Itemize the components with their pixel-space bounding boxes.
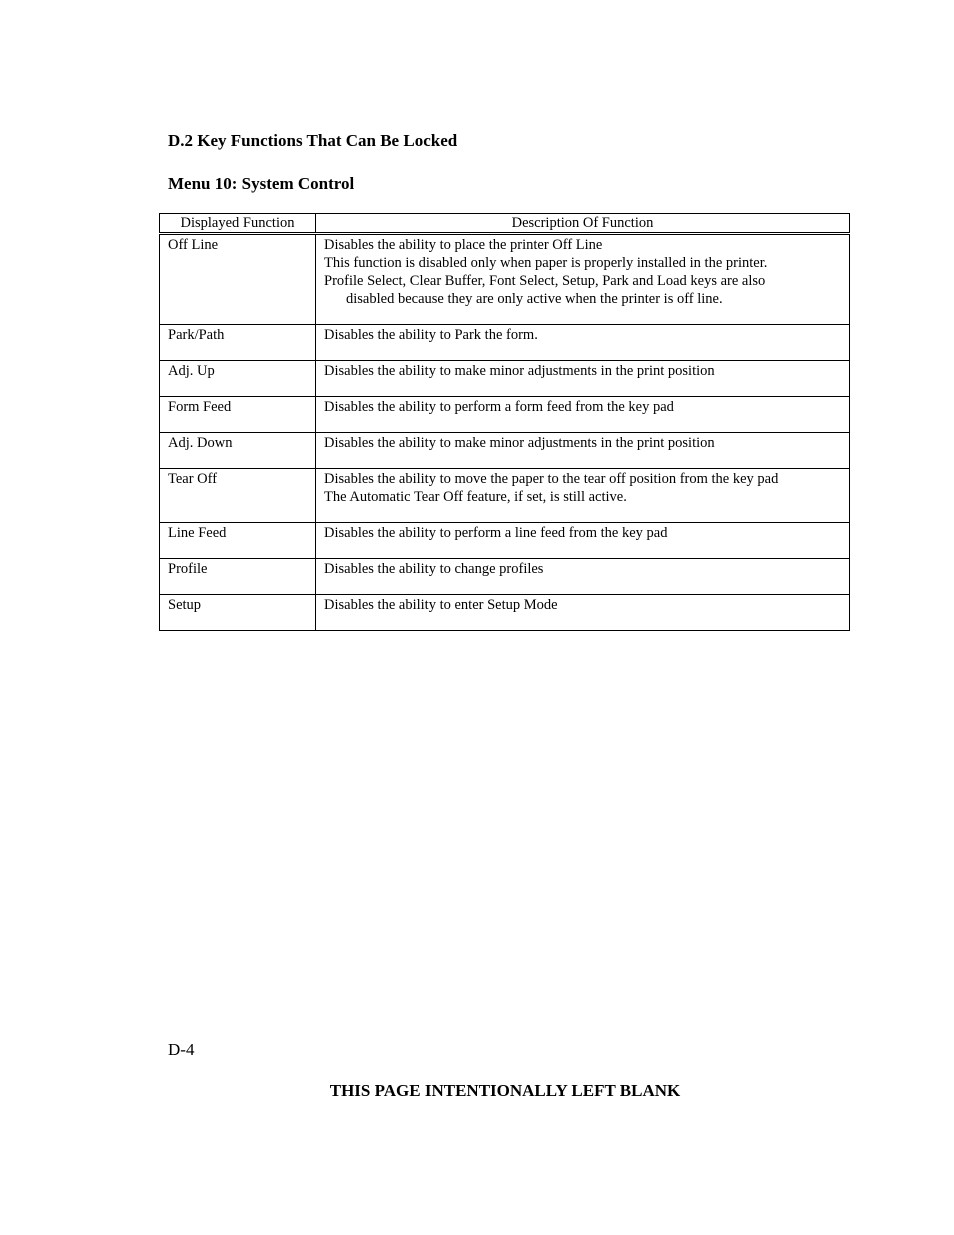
table-row (159, 397, 850, 433)
page-number: D-4 (168, 1040, 195, 1059)
description-line: Disables the ability to make minor adjustments in the print position (324, 435, 715, 451)
description-line: This function is disabled only when paper is properly installed in the printer. (324, 255, 768, 271)
description-cell (316, 361, 849, 396)
header-displayed-function: Displayed Function (160, 214, 316, 232)
description-cell (316, 469, 849, 522)
description-line: Disables the ability to perform a form feed from the key pad (324, 399, 674, 415)
description-line: disabled because they are only active when the printer is off line. (346, 291, 723, 307)
function-cell: Adj. Down (160, 433, 316, 468)
description-cell (316, 397, 849, 432)
description-cell (316, 433, 849, 468)
description-line: Disables the ability to perform a line feed from the key pad (324, 525, 668, 541)
function-cell: Profile (160, 559, 316, 594)
description-line: Disables the ability to place the printer Off Line (324, 237, 603, 253)
blank-page-notice: THIS PAGE INTENTIONALLY LEFT BLANK (329, 1081, 681, 1100)
table-row (159, 325, 850, 361)
table-row (159, 361, 850, 397)
description-line: Disables the ability to change profiles (324, 561, 544, 577)
function-cell: Setup (160, 595, 316, 630)
function-cell: Form Feed (160, 397, 316, 432)
function-cell: Park/Path (160, 325, 316, 360)
description-cell (316, 325, 849, 360)
description-cell (316, 523, 849, 558)
description-cell (316, 595, 849, 630)
description-line: The Automatic Tear Off feature, if set, is still active. (324, 489, 627, 505)
description-line: Profile Select, Clear Buffer, Font Select, Setup, Park and Load keys are also (324, 273, 766, 289)
description-line: Disables the ability to make minor adjustments in the print position (324, 363, 715, 379)
description-line: Disables the ability to move the paper to the tear off position from the key pad (324, 471, 779, 487)
table-row (159, 523, 850, 559)
function-cell: Line Feed (160, 523, 316, 558)
table-row (159, 559, 850, 595)
key-functions-table (159, 213, 850, 631)
description-cell (316, 559, 849, 594)
function-cell: Tear Off (160, 469, 316, 522)
description-cell (316, 235, 849, 324)
function-cell: Adj. Up (160, 361, 316, 396)
header-description-of-function: Description Of Function (511, 215, 654, 231)
description-line: Disables the ability to Park the form. (324, 327, 538, 343)
section-heading: D.2 Key Functions That Can Be Locked (168, 131, 458, 150)
table-row (159, 234, 850, 325)
table-row (159, 595, 850, 631)
table-row (159, 433, 850, 469)
table-header-row (159, 213, 850, 233)
function-cell: Off Line (160, 235, 316, 324)
table-row (159, 469, 850, 523)
menu-heading: Menu 10: System Control (168, 174, 355, 193)
description-line: Disables the ability to enter Setup Mode (324, 597, 558, 613)
